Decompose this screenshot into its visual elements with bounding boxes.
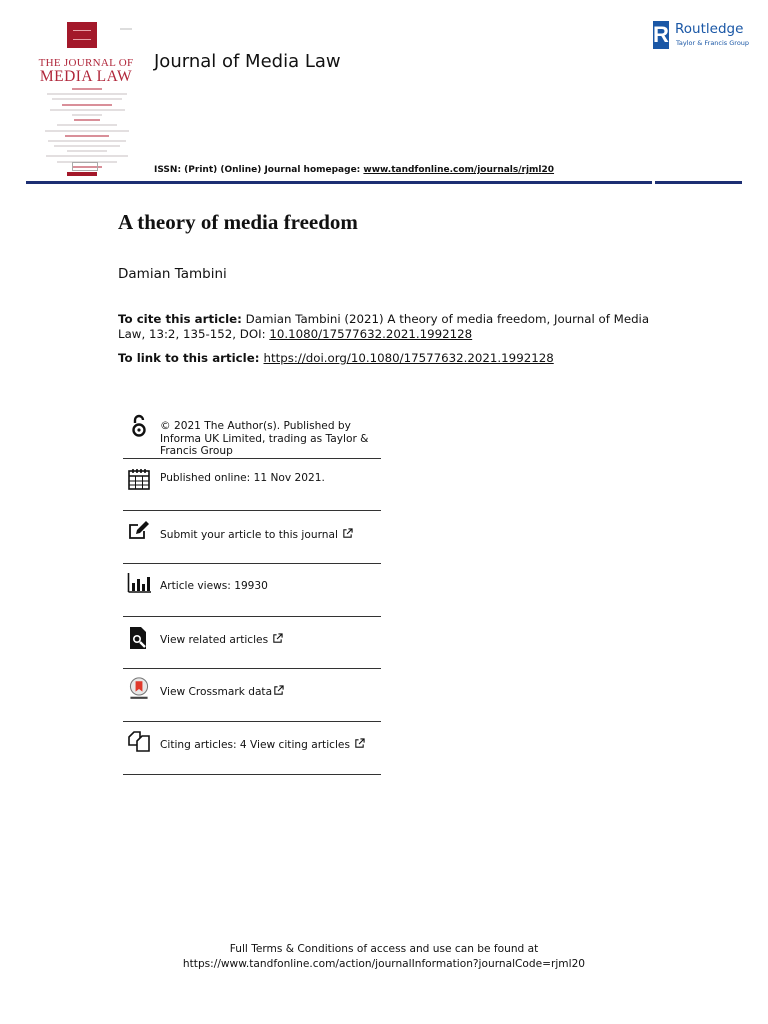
article-link [118, 351, 554, 365]
cover-bottom-bar [67, 172, 97, 176]
info-link[interactable] [160, 528, 353, 542]
info-text: View Crossmark data [160, 686, 273, 698]
info-row-submit[interactable] [123, 511, 381, 564]
info-row-published [123, 459, 381, 511]
journal-cover-image [36, 20, 136, 178]
info-link[interactable] [160, 685, 284, 699]
cover-title-line1: THE JOURNAL OF [38, 57, 134, 69]
header-rule [26, 181, 742, 184]
issn-text: ISSN: (Print) (Online) Journal homepage: [154, 165, 364, 175]
info-row-license [123, 408, 381, 459]
info-link[interactable] [160, 738, 365, 752]
cover-title-line2: MEDIA LAW [39, 68, 133, 85]
external-link-icon [354, 738, 365, 749]
cover-mark [120, 28, 132, 30]
issn-line [154, 165, 554, 175]
external-link-icon [342, 528, 353, 539]
routledge-r-icon: R [653, 22, 669, 47]
info-text: Citing articles: 4 View citing articles [160, 739, 350, 751]
publisher-logo [653, 21, 748, 49]
cover-volume-badge [67, 22, 97, 48]
citation [118, 312, 658, 342]
link-label: To link to this article: [118, 351, 264, 365]
crossmark-icon [127, 677, 151, 701]
cover-contents-lines [44, 88, 130, 171]
info-row-related[interactable] [123, 617, 381, 669]
header-rule-gap [652, 181, 655, 184]
search-document-icon [127, 626, 151, 650]
publisher-subtitle: Taylor & Francis Group [676, 39, 750, 47]
calendar-icon [127, 467, 151, 491]
info-text: View related articles [160, 634, 269, 646]
info-link[interactable] [160, 633, 283, 647]
info-row-views [123, 564, 381, 617]
info-row-citing[interactable] [123, 722, 381, 775]
info-row-crossmark[interactable] [123, 669, 381, 722]
article-info-list [123, 408, 381, 775]
journal-homepage-link[interactable]: www.tandfonline.com/journals/rjml20 [363, 165, 555, 175]
info-text: Article views: 19930 [160, 580, 268, 592]
external-link-icon [272, 633, 283, 644]
footer-terms-text: Full Terms & Conditions of access and use can be found at [229, 943, 539, 955]
cover-publisher-logo [72, 162, 98, 171]
external-link-icon [273, 685, 284, 696]
open-access-icon [127, 414, 151, 438]
info-text: Submit your article to this journal [160, 529, 338, 541]
footer [0, 942, 768, 972]
article-title: A theory of media freedom [118, 210, 358, 234]
info-text: Published online: 11 Nov 2021. [160, 472, 325, 484]
journal-title: Journal of Media Law [154, 51, 341, 72]
citing-icon [127, 730, 151, 754]
bar-chart-icon [127, 571, 151, 595]
edit-icon [127, 519, 151, 543]
article-author: Damian Tambini [118, 266, 227, 282]
cite-doi-link[interactable]: 10.1080/17577632.2021.1992128 [269, 327, 473, 341]
footer-terms-link[interactable]: https://www.tandfonline.com/action/journalInformation?journalCode=rjml20 [182, 958, 586, 970]
cite-text: Damian Tambini (2021) A theory of media freedom, Journal of Media Law, 13:2, 135-152, DOI: [118, 312, 650, 341]
publisher-name: Routledge [675, 21, 744, 37]
cite-label: To cite this article: [118, 312, 242, 326]
doi-link[interactable]: https://doi.org/10.1080/17577632.2021.1992128 [263, 351, 554, 365]
info-text: © 2021 The Author(s). Published by Informa UK Limited, trading as Taylor & Francis Group [160, 420, 369, 457]
